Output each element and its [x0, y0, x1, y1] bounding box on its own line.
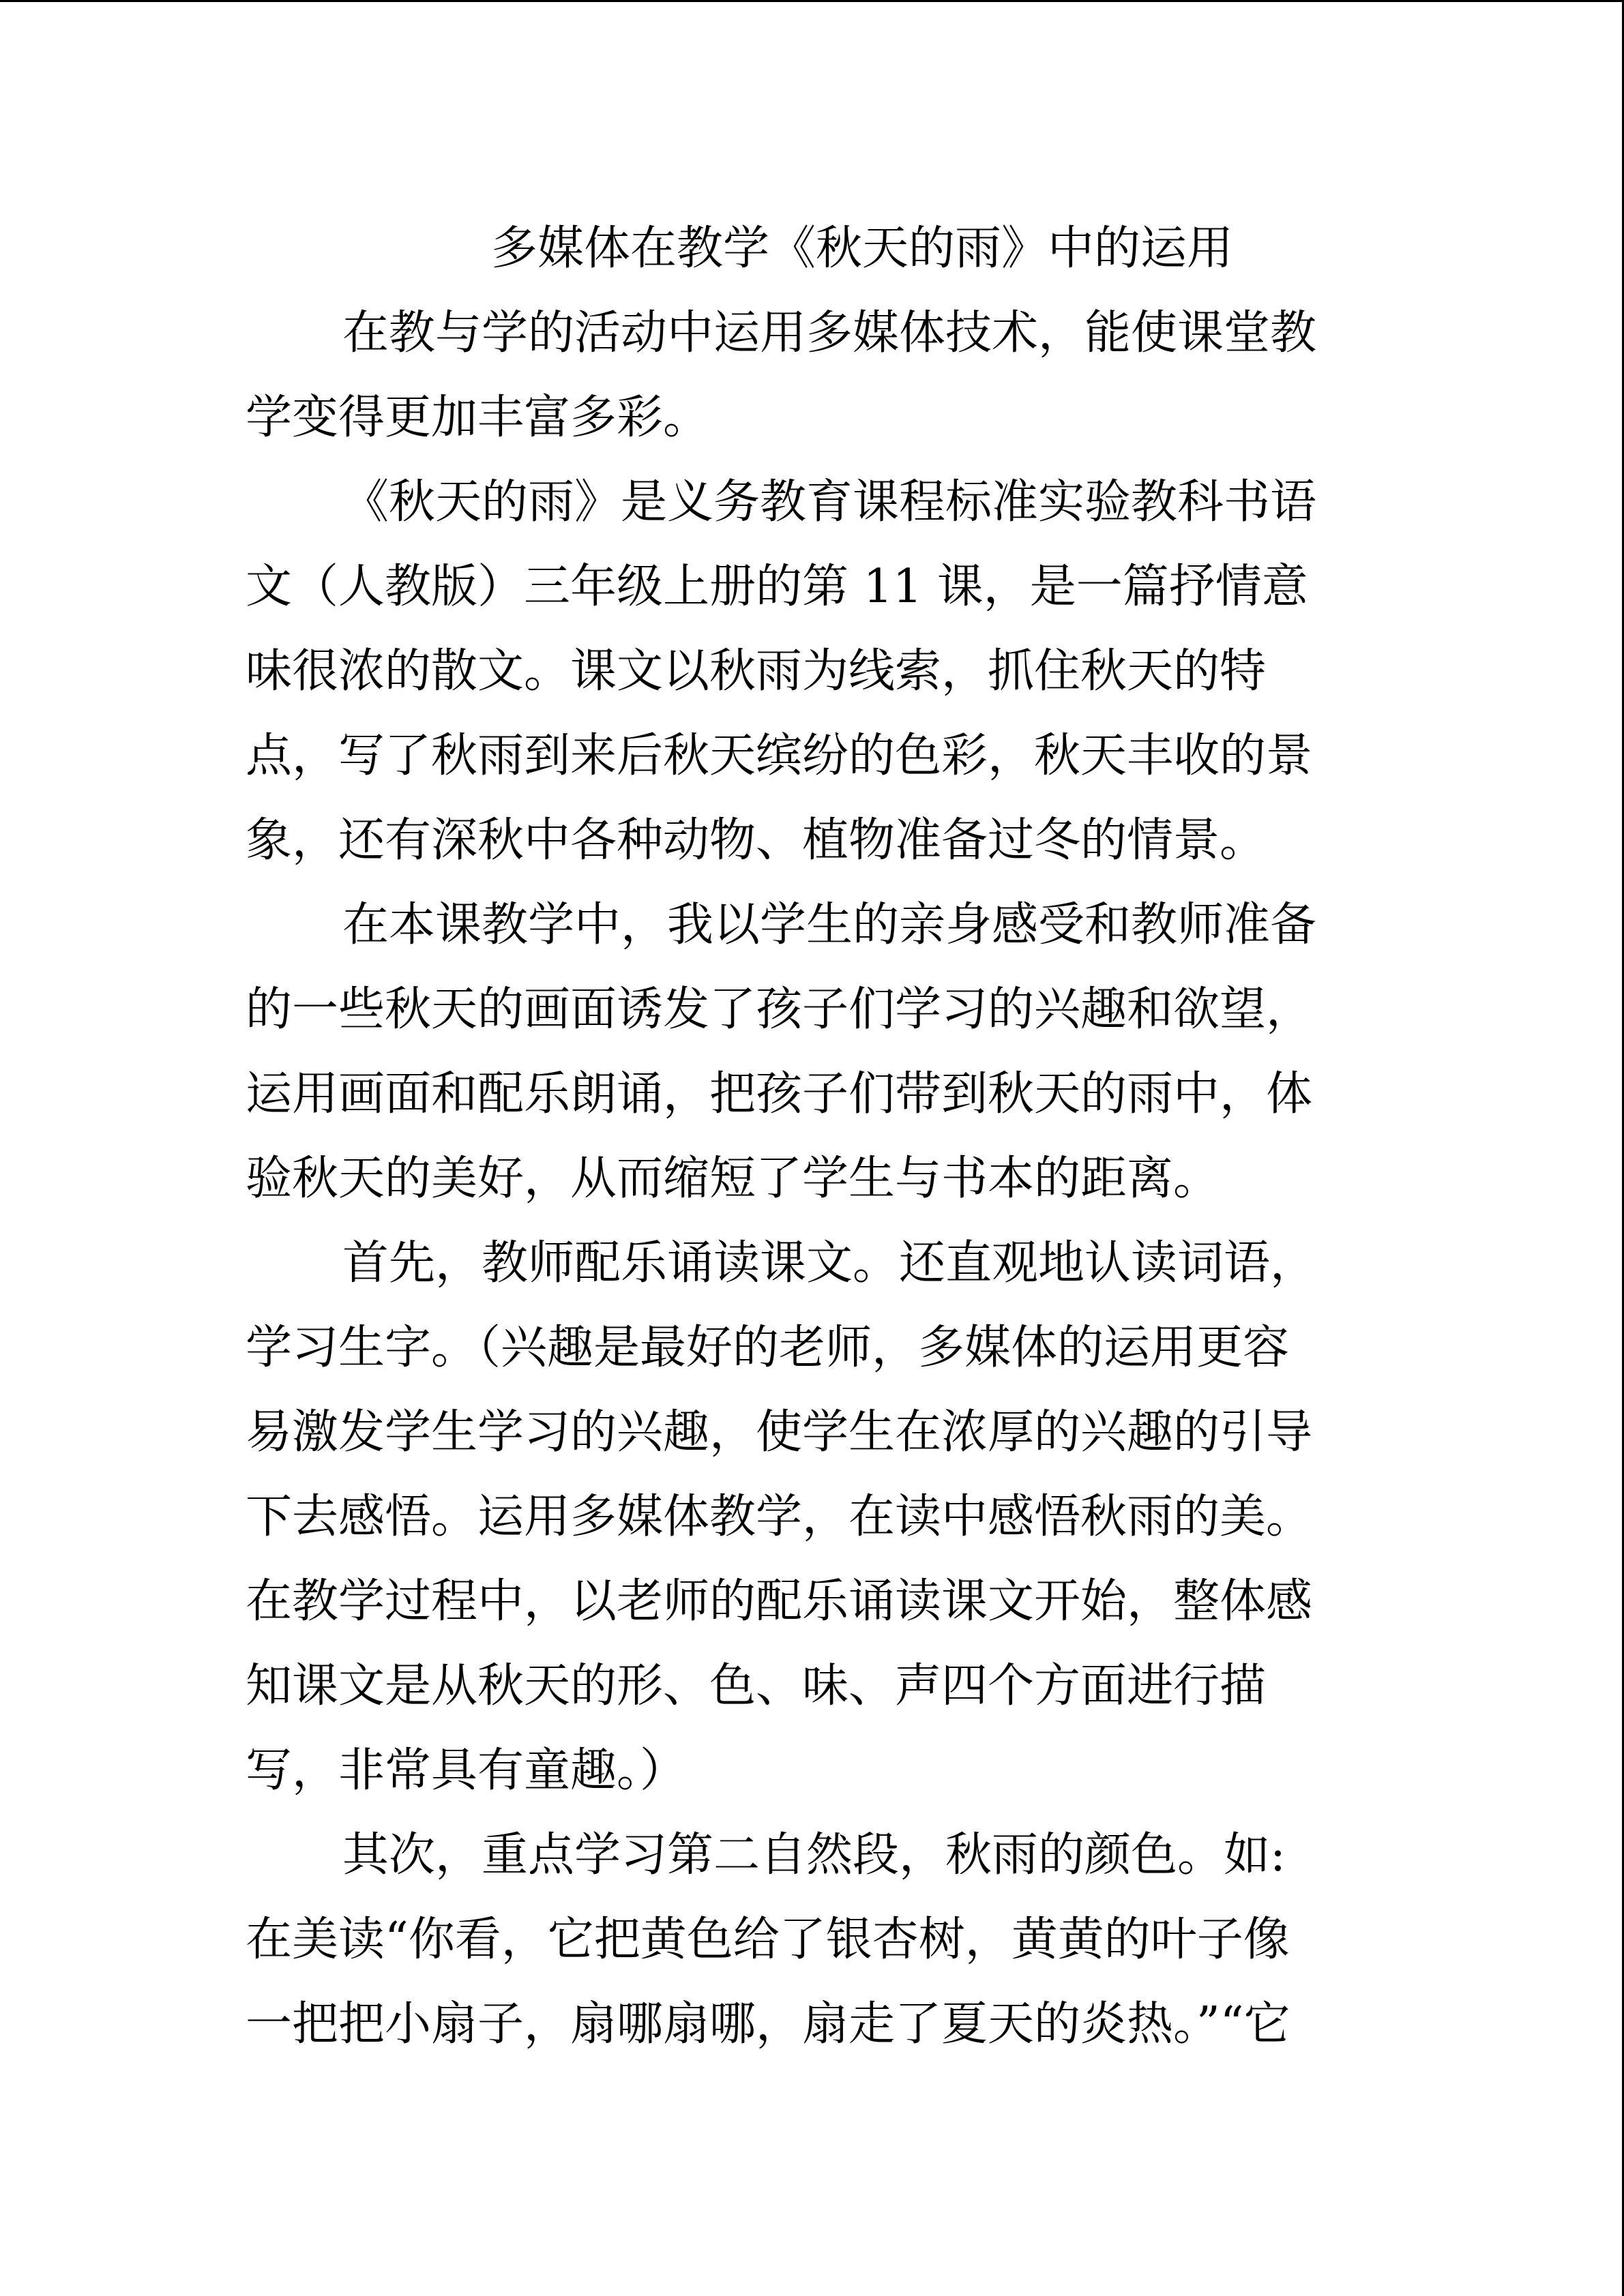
paragraph-line: 验秋天的美好，从而缩短了学生与书本的距离。: [246, 1152, 1220, 1206]
paragraph-line: 在美读“你看，它把黄色给了银杏树，黄黄的叶子像: [246, 1913, 1290, 1967]
paragraph-line: 在本课教学中，我以学生的亲身感受和教师准备: [342, 898, 1317, 952]
paragraph-4: [246, 1221, 1378, 1813]
paragraph-line: 《秋天的雨》是义务教育课程标准实验教科书语: [342, 475, 1317, 529]
paragraph-line: 点，写了秋雨到来后秋天缤纷的色彩，秋天丰收的景: [246, 729, 1313, 783]
document-body: [246, 207, 1378, 2067]
paragraph-line: 知课文是从秋天的形、色、味、声四个方面进行描: [246, 1659, 1267, 1713]
paragraph-line: 运用画面和配乐朗诵，把孩子们带到秋天的雨中，体: [246, 1067, 1313, 1121]
paragraph-line: 味很浓的散文。课文以秋雨为线索，抓住秋天的特: [246, 644, 1267, 698]
paragraph-5: [246, 1813, 1378, 2067]
paragraph-line: 在教与学的活动中运用多媒体技术，能使课堂教: [342, 306, 1317, 360]
paragraph-1: [246, 291, 1378, 460]
paragraph-line: 易激发学生学习的兴趣，使学生在浓厚的兴趣的引导: [246, 1405, 1313, 1459]
paragraph-line: 其次，重点学习第二自然段，秋雨的颜色。如:: [342, 1828, 1286, 1882]
paragraph-line: 首先，教师配乐诵读课文。还直观地认读词语，: [342, 1236, 1317, 1290]
paragraph-line: 写，非常具有童趣。）: [246, 1744, 687, 1798]
paragraph-line: 学变得更加丰富多彩。: [246, 391, 710, 445]
paragraph-line: 的一些秋天的画面诱发了孩子们学习的兴趣和欲望，: [246, 983, 1313, 1037]
paragraph-line: 文（人教版）三年级上册的第 11 课，是一篇抒情意: [246, 560, 1308, 614]
paragraph-line: 下去感悟。运用多媒体教学，在读中感悟秋雨的美。: [246, 1490, 1313, 1544]
paragraph-line: 一把把小扇子，扇哪扇哪，扇走了夏天的炎热。”“它: [246, 1997, 1290, 2051]
paragraph-3: [246, 883, 1378, 1221]
paragraph-line: 在教学过程中，以老师的配乐诵读课文开始，整体感: [246, 1575, 1313, 1628]
paragraph-line: 象，还有深秋中各种动物、植物准备过冬的情景。: [246, 814, 1267, 867]
document-title: 多媒体在教学《秋天的雨》中的运用: [491, 222, 1234, 275]
paragraph-line: 学习生字。（兴趣是最好的老师，多媒体的运用更容: [246, 1321, 1290, 1375]
paragraph-2: [246, 460, 1378, 883]
